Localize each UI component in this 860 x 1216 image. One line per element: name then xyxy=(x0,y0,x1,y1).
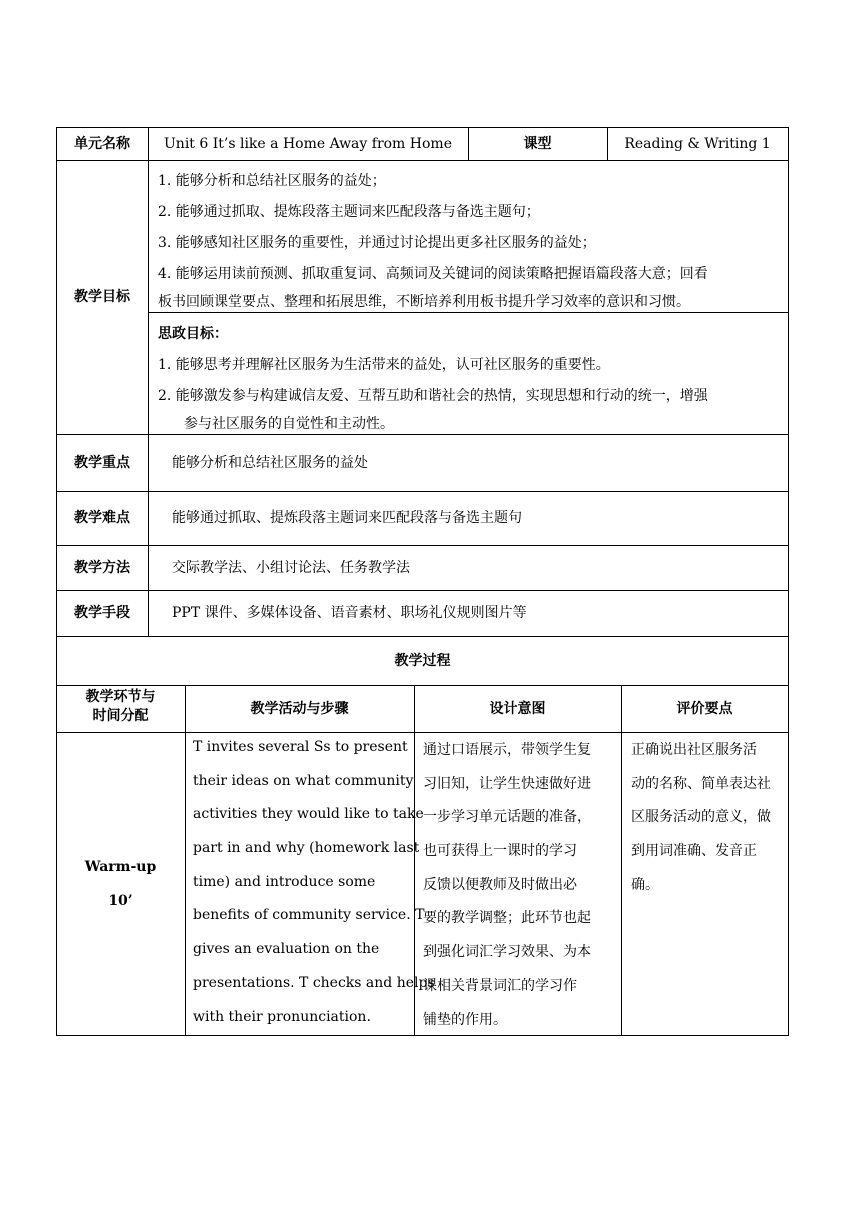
course-type-value xyxy=(607,127,788,160)
process-title xyxy=(56,636,789,685)
unit-name-label-text: 单元名称 xyxy=(74,135,130,152)
intent-line: 习旧知，让学生快速做好进 xyxy=(423,776,591,792)
objectives-label-text: 教学目标 xyxy=(74,289,130,305)
method-value xyxy=(172,545,772,590)
key-point-value-text: 能够分析和总结社区服务的益处 xyxy=(172,454,368,471)
border-line xyxy=(185,685,186,1036)
activity-line: activities they would like to take xyxy=(193,806,424,822)
method-value-text: 交际教学法、小组讨论法、任务教学法 xyxy=(172,559,410,576)
eval-header xyxy=(621,685,788,732)
means-value xyxy=(172,590,772,636)
intent-header-text: 设计意图 xyxy=(489,700,546,717)
activity-line: benefits of community service. T xyxy=(193,907,425,923)
eval-line: 正确说出社区服务活 xyxy=(631,742,757,758)
unit-name-label xyxy=(56,127,148,160)
intent-line: 也可获得上一课时的学习 xyxy=(423,843,577,859)
unit-name-value-text: Unit 6 It’s like a Home Away from Home xyxy=(164,135,452,152)
stage-header-line: 时间分配 xyxy=(92,708,149,724)
border-line xyxy=(56,160,789,161)
sizheng-item: 参与社区服务的自觉性和主动性。 xyxy=(184,416,394,432)
border-line xyxy=(621,685,622,1036)
course-type-value-text: Reading & Writing 1 xyxy=(624,135,771,152)
process-title-text: 教学过程 xyxy=(394,652,451,669)
stage-header-line: 教学环节与 xyxy=(85,689,156,705)
activity-header-text: 教学活动与步骤 xyxy=(250,700,349,717)
sizheng-item: 2. 能够激发参与构建诚信友爱、互帮互助和谐社会的热情，实现思想和行动的统一，增强 xyxy=(158,388,708,404)
means-label-text: 教学手段 xyxy=(74,605,130,621)
objective-item: 2. 能够通过抓取、提炼段落主题词来匹配段落与备选主题句； xyxy=(158,204,540,220)
objective-item: 3. 能够感知社区服务的重要性，并通过讨论提出更多社区服务的益处； xyxy=(158,235,596,251)
eval-line: 确。 xyxy=(631,877,659,893)
activity-header xyxy=(185,685,414,732)
difficulty-label-text: 教学难点 xyxy=(74,510,130,526)
difficulty-value xyxy=(172,491,772,545)
intent-line: 通过口语展示，带领学生复 xyxy=(423,742,591,758)
activity-line: with their pronunciation. xyxy=(193,1009,371,1025)
method-label-text: 教学方法 xyxy=(74,559,130,576)
stage-cell xyxy=(56,857,185,917)
means-value-text: PPT 课件、多媒体设备、语音素材、职场礼仪规则图片等 xyxy=(172,605,527,621)
unit-name-value xyxy=(148,127,468,160)
border-line xyxy=(56,1035,789,1036)
eval-header-text: 评价要点 xyxy=(676,700,733,717)
objective-item: 4. 能够运用读前预测、抓取重复词、高频词及关键词的阅读策略把握语篇段落大意；回看 xyxy=(158,266,708,282)
key-point-label xyxy=(56,434,148,491)
stage-name: Warm-up xyxy=(84,859,157,875)
key-point-value xyxy=(172,434,772,491)
intent-line: 一步学习单元话题的准备， xyxy=(423,809,591,825)
sizheng-item: 1. 能够思考并理解社区服务为生活带来的益处，认可社区服务的重要性。 xyxy=(158,357,610,373)
intent-line: 课相关背景词汇的学习作 xyxy=(423,978,577,994)
objectives-label xyxy=(56,160,148,434)
objective-item: 1. 能够分析和总结社区服务的益处； xyxy=(158,173,386,189)
eval-line: 动的名称、简单表达社 xyxy=(631,776,771,792)
eval-line: 到用词准确、发音正 xyxy=(631,843,757,859)
intent-line: 铺垫的作用。 xyxy=(423,1012,507,1028)
intent-header xyxy=(414,685,621,732)
activity-line: part in and why (homework last xyxy=(193,840,420,856)
intent-line: 到强化词汇学习效果、为本 xyxy=(423,944,591,960)
stage-time: 10’ xyxy=(108,893,133,909)
method-label xyxy=(56,545,148,590)
stage-header xyxy=(56,688,185,732)
objective-item: 板书回顾课堂要点、整理和拓展思维，不断培养利用板书提升学习效率的意识和习惯。 xyxy=(158,294,690,310)
intent-line: 反馈以便教师及时做出必 xyxy=(423,877,577,893)
border-line xyxy=(788,127,789,1036)
course-type-label-text: 课型 xyxy=(523,135,552,152)
sizheng-title: 思政目标： xyxy=(158,326,228,342)
eval-line: 区服务活动的意义，做 xyxy=(631,809,771,825)
border-line xyxy=(148,127,149,636)
key-point-label-text: 教学重点 xyxy=(74,454,130,471)
activity-line: time) and introduce some xyxy=(193,874,376,890)
intent-line: 要的教学调整；此环节也起 xyxy=(423,910,591,926)
activity-line: presentations. T checks and helps xyxy=(193,975,435,991)
activity-line: gives an evaluation on the xyxy=(193,941,380,957)
activity-line: their ideas on what community xyxy=(193,773,414,789)
course-type-label xyxy=(468,127,607,160)
border-line xyxy=(56,732,789,733)
difficulty-label xyxy=(56,491,148,545)
difficulty-value-text: 能够通过抓取、提炼段落主题词来匹配段落与备选主题句 xyxy=(172,510,522,526)
means-label xyxy=(56,590,148,636)
border-line xyxy=(148,312,789,313)
activity-line: T invites several Ss to present xyxy=(193,739,408,755)
